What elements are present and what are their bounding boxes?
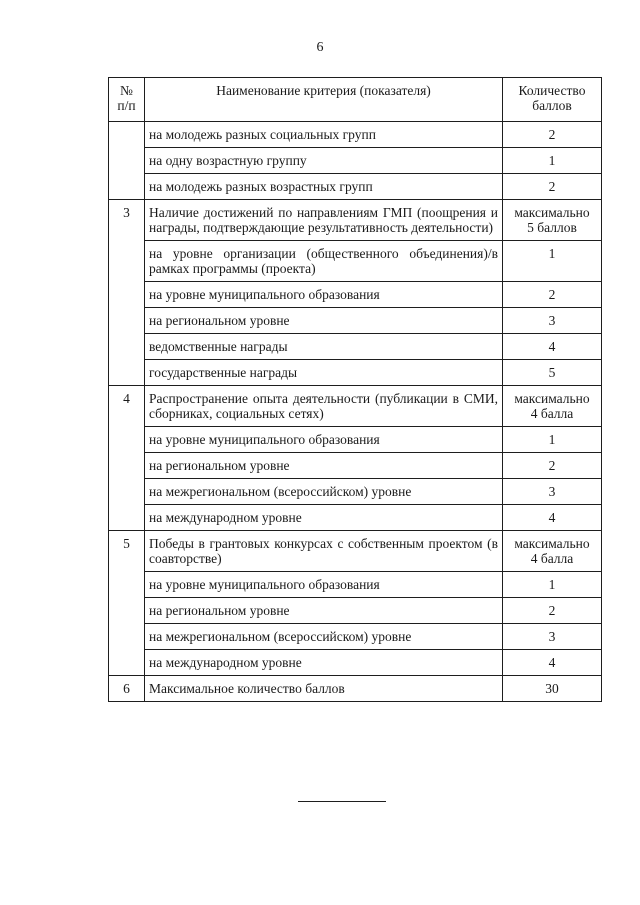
criterion-score: 4 [503, 505, 602, 531]
criterion-name: государственные награды [145, 360, 503, 386]
row-number [109, 624, 145, 650]
page-number: 6 [316, 40, 324, 55]
criterion-name: Победы в грантовых конкурсах с собственным проектом (в соавторстве) [145, 531, 503, 572]
row-number [109, 360, 145, 386]
criterion-score: 1 [503, 427, 602, 453]
criterion-score: 2 [503, 174, 602, 200]
criterion-score: 2 [503, 453, 602, 479]
criterion-name: Распространение опыта деятельности (публикации в СМИ, сборниках, социальных сетях) [145, 386, 503, 427]
criterion-name: на региональном уровне [145, 308, 503, 334]
criterion-name: на молодежь разных возрастных групп [145, 174, 503, 200]
table-row [109, 453, 602, 479]
criterion-name: на уровне муниципального образования [145, 282, 503, 308]
row-number [109, 174, 145, 200]
table-row [109, 531, 602, 572]
table-row [109, 148, 602, 174]
criterion-name: Максимальное количество баллов [145, 676, 503, 702]
criterion-score: 2 [503, 282, 602, 308]
row-number [109, 241, 145, 282]
row-number [109, 427, 145, 453]
table-row [109, 334, 602, 360]
row-number [109, 453, 145, 479]
criteria-table [108, 77, 602, 702]
table-row [109, 505, 602, 531]
table-row [109, 479, 602, 505]
table-row [109, 122, 602, 148]
table-row [109, 282, 602, 308]
criterion-name: на уровне организации (общественного объединения)/в рамках программы (проекта) [145, 241, 503, 282]
criterion-score: 2 [503, 122, 602, 148]
header-criterion-name: Наименование критерия (показателя) [145, 78, 503, 122]
table-row [109, 200, 602, 241]
criterion-name: на международном уровне [145, 650, 503, 676]
criterion-name: Наличие достижений по направлениям ГМП (поощрения и награды, подтверждающие результативность деятельности) [145, 200, 503, 241]
criterion-name: на уровне муниципального образования [145, 427, 503, 453]
table-row [109, 676, 602, 702]
criterion-score: максимально 4 балла [503, 386, 602, 427]
row-number: 5 [109, 531, 145, 572]
row-number: 6 [109, 676, 145, 702]
criterion-name: на молодежь разных социальных групп [145, 122, 503, 148]
criterion-score: 5 [503, 360, 602, 386]
criterion-score: 3 [503, 479, 602, 505]
row-number: 3 [109, 200, 145, 241]
header-number: № п/п [109, 78, 145, 122]
closing-rule [298, 801, 386, 802]
row-number [109, 598, 145, 624]
table-row [109, 572, 602, 598]
row-number [109, 148, 145, 174]
table-row [109, 598, 602, 624]
table-row [109, 386, 602, 427]
criterion-name: на межрегиональном (всероссийском) уровне [145, 624, 503, 650]
table-header-row [109, 78, 602, 122]
row-number: 4 [109, 386, 145, 427]
table-row [109, 650, 602, 676]
criterion-name: ведомственные награды [145, 334, 503, 360]
criterion-name: на международном уровне [145, 505, 503, 531]
row-number [109, 334, 145, 360]
row-number [109, 122, 145, 148]
table-row [109, 308, 602, 334]
criterion-name: на межрегиональном (всероссийском) уровне [145, 479, 503, 505]
table-row [109, 360, 602, 386]
criterion-name: на уровне муниципального образования [145, 572, 503, 598]
table-row [109, 174, 602, 200]
criterion-score: 30 [503, 676, 602, 702]
row-number [109, 479, 145, 505]
criterion-score: 1 [503, 572, 602, 598]
criterion-score: 3 [503, 308, 602, 334]
criterion-score: 3 [503, 624, 602, 650]
criterion-name: на одну возрастную группу [145, 148, 503, 174]
table-row [109, 241, 602, 282]
criterion-score: 1 [503, 148, 602, 174]
criterion-score: 2 [503, 598, 602, 624]
criterion-score: 1 [503, 241, 602, 282]
criterion-score: 4 [503, 334, 602, 360]
row-number [109, 282, 145, 308]
criterion-name: на региональном уровне [145, 453, 503, 479]
row-number [109, 572, 145, 598]
row-number [109, 650, 145, 676]
row-number [109, 505, 145, 531]
row-number [109, 308, 145, 334]
table-row [109, 624, 602, 650]
table-row [109, 427, 602, 453]
criterion-score: максимально 4 балла [503, 531, 602, 572]
criterion-score: максимально 5 баллов [503, 200, 602, 241]
criterion-name: на региональном уровне [145, 598, 503, 624]
header-score: Количество баллов [503, 78, 602, 122]
criterion-score: 4 [503, 650, 602, 676]
